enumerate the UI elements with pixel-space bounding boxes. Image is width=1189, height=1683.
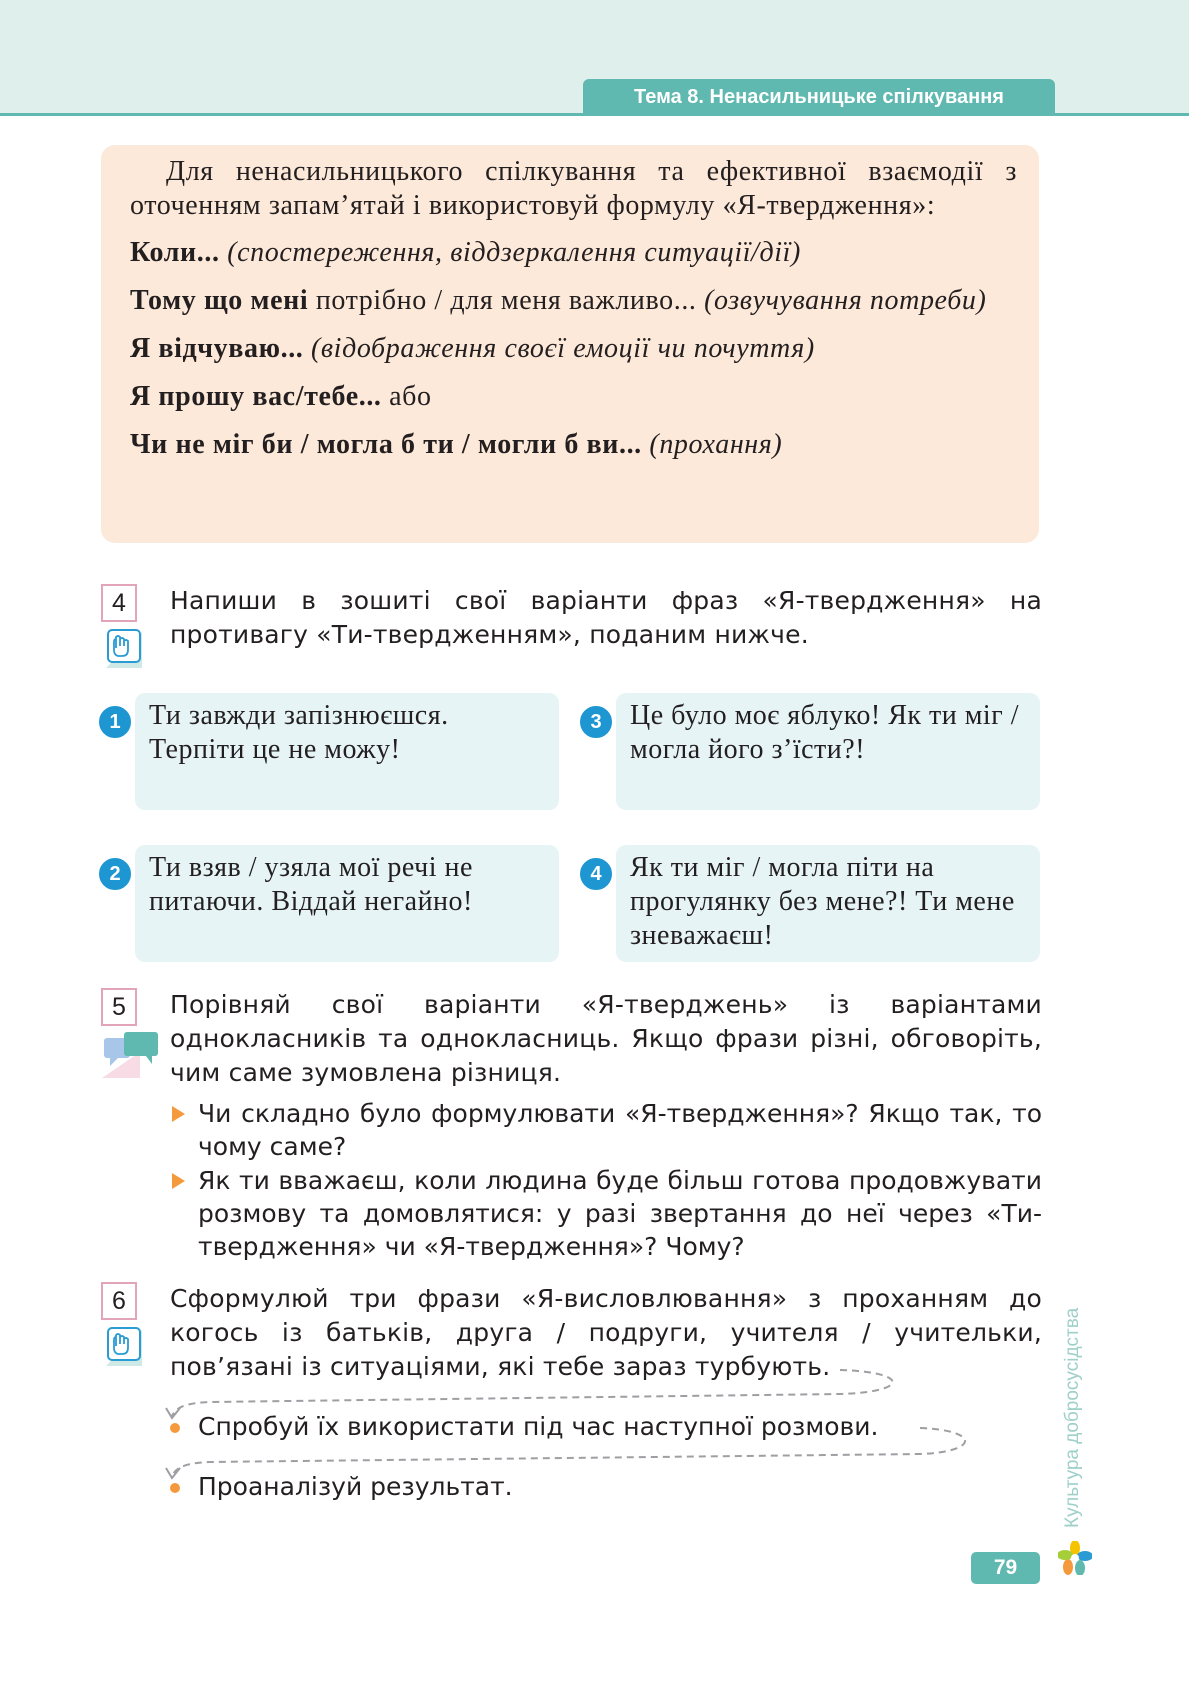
formula-box (101, 145, 1039, 543)
formula-line-because: Тому що мені потрібно / для меня важливо... (озвучування потреби) (130, 285, 987, 316)
triangle-bullet-icon (172, 1173, 185, 1189)
task-5-questions (170, 1097, 1042, 1264)
task-6-step-1: Спробуй їх використати під час наступної розмови. (170, 1410, 878, 1444)
formula-line-when: Коли... (спостереження, віддзеркалення ситуації/дії) (130, 237, 801, 268)
hand-writing-icon (98, 1322, 146, 1372)
task-number-5: 5 (101, 988, 137, 1026)
list-item: Як ти вважаєш, коли людина буде більш готова продовжувати розмову та домовлятися: у разі звертання до неї через «Ти-твердження» чи «Я-твердження»? Чому? (170, 1164, 1042, 1263)
task-number-4: 4 (101, 584, 137, 622)
formula-line-could: Чи не міг би / могла б ти / могли б ви... (прохання) (130, 429, 783, 460)
hand-writing-icon (98, 624, 146, 674)
dot-bullet-icon (170, 1483, 180, 1493)
list-item: Чи складно було формулювати «Я-твердження»? Якщо так, то чому саме? (170, 1097, 1042, 1163)
page-number: 79 (971, 1552, 1040, 1584)
flower-logo-icon (1058, 1541, 1092, 1575)
formula-line-feel: Я відчуваю... (відображення своєї емоції чи почуття) (130, 333, 815, 364)
discussion-bubbles-icon (100, 1028, 162, 1084)
formula-intro: Для ненасильницького спілкування та ефективної взаємодії з оточенням запам’ятай і використовуй формулу «Я-твердження»: (130, 156, 1017, 221)
dot-bullet-icon (170, 1423, 180, 1433)
task-6-text: Сформулюй три фрази «Я-висловлювання» з проханням до когось із батьків, друга / подруги, учителя / учительки, пов’язані із ситуаціями, які тебе зараз турбують. (170, 1284, 1042, 1381)
task-5-text: Порівняй свої варіанти «Я-тверджень» із варіантами однокласників та однокласниць. Якщо фрази різні, обговоріть, чим саме зумовлена різниця. (170, 990, 1042, 1087)
card-number-4: 4 (578, 856, 614, 892)
triangle-bullet-icon (172, 1106, 185, 1122)
section-sidebar-label: Культура добросусідства (1062, 1307, 1083, 1528)
topic-tab: Тема 8. Ненасильницьке спілкування (583, 79, 1055, 115)
task-number-6: 6 (101, 1282, 137, 1320)
task-6-step-2: Проаналізуй результат. (170, 1470, 513, 1504)
statement-card-3: Це було моє яблуко! Як ти міг / могла його з’їсти?! (616, 693, 1040, 810)
statement-card-4: Як ти міг / могла піти на прогулянку без мене?! Ти мене зневажаєш! (616, 845, 1040, 962)
statement-card-1: Ти завжди запізнюєшся. Терпіти це не можу! (135, 693, 559, 810)
card-number-3: 3 (578, 704, 614, 740)
formula-line-ask: Я прошу вас/тебе... або (130, 381, 432, 412)
task-4-text: Напиши в зошиті свої варіанти фраз «Я-твердження» на противагу «Ти-твердженням», поданим нижче. (170, 586, 1042, 649)
card-number-1: 1 (97, 704, 133, 740)
statement-card-2: Ти взяв / узяла мої речі не питаючи. Віддай негайно! (135, 845, 559, 962)
card-number-2: 2 (97, 856, 133, 892)
